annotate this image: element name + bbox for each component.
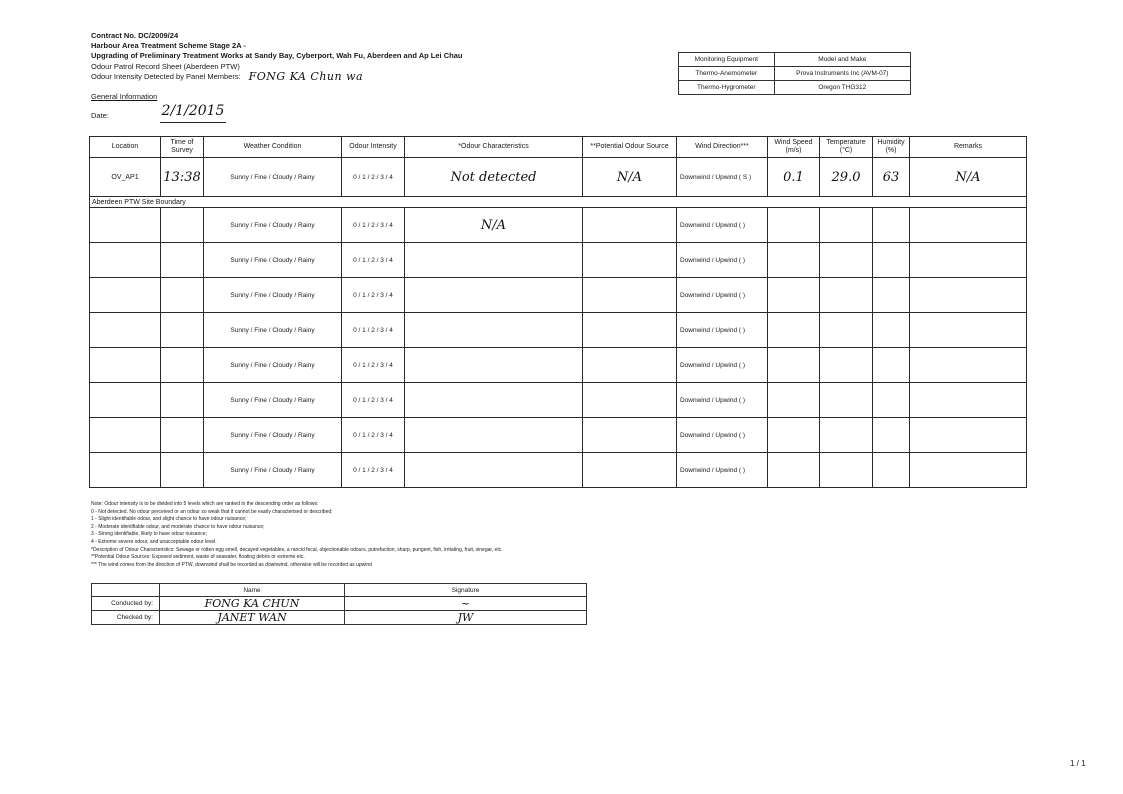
cell-location [90,278,161,313]
signoff-header-signature: Signature [345,584,587,597]
cell-wind-speed [768,418,820,453]
footnote: 1 - Slight identifiable odour, and slight chance to have odour nuisance; [91,516,247,523]
cell-time [161,383,204,418]
cell-intensity: 0 / 1 / 2 / 3 / 4 [342,208,405,243]
cell-wind-direction: Downwind / Upwind ( ) [677,418,768,453]
cell-time [161,243,204,278]
signoff-header-row [92,584,587,597]
cell-characteristics: N/A [405,208,583,243]
col-header-temperature: Temperature (°C) [820,137,873,158]
footnote: 2 - Moderate identifiable odour, and moderate chance to have odour nuisance; [91,523,265,530]
panel-members-line [91,72,462,82]
cell-wind-speed [768,208,820,243]
cell-humidity [873,243,910,278]
cell-remarks [910,243,1027,278]
cell-wind-direction: Downwind / Upwind ( ) [677,453,768,488]
signoff-signature: ~ [345,597,587,611]
cell-weather: Sunny / Fine / Cloudy / Rainy [204,313,342,348]
cell-source [583,418,677,453]
panel-members-handwritten: FONG KA Chun wa [248,70,364,83]
cell-characteristics [405,453,583,488]
cell-humidity [873,383,910,418]
equipment-name: Thermo-Hygrometer [679,81,775,95]
col-header-wind-direction: Wind Direction*** [677,137,768,158]
signoff-row-checked [92,611,587,625]
cell-characteristics [405,243,583,278]
cell-wind-speed [768,383,820,418]
footnote: 3 - Strong identifiable, likely to have odour nuisance; [91,531,207,538]
cell-wind-direction: Downwind / Upwind ( ) [677,208,768,243]
cell-wind-speed [768,348,820,383]
cell-weather: Sunny / Fine / Cloudy / Rainy [204,278,342,313]
table-row [90,313,1027,348]
cell-remarks [910,313,1027,348]
footnote: 4 - Extreme severe odour, and unacceptable odour level. [91,538,217,545]
cell-intensity: 0 / 1 / 2 / 3 / 4 [342,383,405,418]
equipment-header-equipment: Monitoring Equipment [679,53,775,67]
cell-wind-speed [768,278,820,313]
cell-time [161,313,204,348]
col-header-source: **Potential Odour Source [583,137,677,158]
cell-temperature [820,453,873,488]
table-header-row [90,137,1027,158]
cell-remarks [910,278,1027,313]
cell-time [161,208,204,243]
cell-weather: Sunny / Fine / Cloudy / Rainy [204,243,342,278]
equipment-row [679,81,911,95]
cell-characteristics: Not detected [405,158,583,197]
contract-number: Contract No. DC/2009/24 [91,31,179,40]
cell-time [161,348,204,383]
cell-temperature [820,208,873,243]
cell-weather: Sunny / Fine / Cloudy / Rainy [204,453,342,488]
cell-source [583,453,677,488]
cell-remarks: N/A [910,158,1027,197]
footnote: *** The wind comes from the direction of PTW, downwind shall be recorded as downwind, otherwise will be recorded as upwind [91,561,372,568]
cell-location [90,313,161,348]
cell-source [583,313,677,348]
cell-wind-speed [768,313,820,348]
table-row [90,418,1027,453]
title-line-2: Upgrading of Preliminary Treatment Works at Sandy Bay, Cyberport, Wah Fu, Aberdeen and Ap Lei Chau [91,51,463,60]
cell-remarks [910,348,1027,383]
col-header-weather: Weather Condition [204,137,342,158]
cell-temperature: 29.0 [820,158,873,197]
signoff-header-name: Name [160,584,345,597]
cell-source [583,208,677,243]
cell-characteristics [405,418,583,453]
cell-characteristics [405,313,583,348]
cell-wind-direction: Downwind / Upwind ( ) [677,348,768,383]
cell-humidity [873,418,910,453]
footnote: Note: Odour intensity is to be divided into 5 levels which are ranked in the descending order as follows: [91,501,319,507]
cell-location [90,348,161,383]
table-row [90,383,1027,418]
table-row [90,278,1027,313]
cell-temperature [820,243,873,278]
cell-characteristics [405,278,583,313]
signoff-name: JANET WAN [160,611,345,625]
cell-source [583,278,677,313]
cell-remarks [910,208,1027,243]
cell-wind-speed [768,453,820,488]
cell-remarks [910,418,1027,453]
cell-humidity [873,348,910,383]
col-header-characteristics: *Odour Characteristics [405,137,583,158]
signoff-label: Checked by: [92,611,160,625]
cell-humidity: 63 [873,158,910,197]
title-line-1: Harbour Area Treatment Scheme Stage 2A - [91,41,246,50]
empty-rows [90,208,1027,488]
cell-wind-direction: Downwind / Upwind ( ) [677,383,768,418]
cell-source: N/A [583,158,677,197]
signoff-signature: JW [345,611,587,625]
table-row-ov-ap1 [90,158,1027,197]
cell-temperature [820,313,873,348]
cell-wind-direction: Downwind / Upwind ( ) [677,243,768,278]
cell-time [161,418,204,453]
cell-weather: Sunny / Fine / Cloudy / Rainy [204,208,342,243]
cell-weather: Sunny / Fine / Cloudy / Rainy [204,348,342,383]
cell-wind-direction: Downwind / Upwind ( ) [677,278,768,313]
date-handwritten: 2/1/2015 [160,100,226,123]
cell-intensity: 0 / 1 / 2 / 3 / 4 [342,453,405,488]
table-row [90,453,1027,488]
section-label: Aberdeen PTW Site Boundary [90,197,1027,208]
cell-location [90,418,161,453]
document-header [91,31,462,82]
cell-intensity: 0 / 1 / 2 / 3 / 4 [342,158,405,197]
cell-weather: Sunny / Fine / Cloudy / Rainy [204,383,342,418]
date-label: Date: [91,111,109,120]
cell-intensity: 0 / 1 / 2 / 3 / 4 [342,313,405,348]
cell-weather: Sunny / Fine / Cloudy / Rainy [204,418,342,453]
cell-humidity [873,278,910,313]
odour-patrol-table [89,136,1027,488]
cell-temperature [820,278,873,313]
cell-location [90,383,161,418]
cell-remarks [910,383,1027,418]
equipment-model: Prova Instruments Inc (AVM-07) [774,67,910,81]
cell-location [90,208,161,243]
cell-location [90,243,161,278]
equipment-name: Thermo-Anemometer [679,67,775,81]
cell-temperature [820,348,873,383]
cell-source [583,243,677,278]
general-information-heading: General Information [91,92,158,101]
signoff-header-blank [92,584,160,597]
cell-wind-direction: Downwind / Upwind ( S ) [677,158,768,197]
cell-weather: Sunny / Fine / Cloudy / Rainy [204,158,342,197]
col-header-humidity: Humidity (%) [873,137,910,158]
cell-wind-speed [768,243,820,278]
record-sheet-name: Odour Patrol Record Sheet (Aberdeen PTW) [91,62,240,71]
cell-intensity: 0 / 1 / 2 / 3 / 4 [342,243,405,278]
equipment-header-model: Model and Make [774,53,910,67]
cell-intensity: 0 / 1 / 2 / 3 / 4 [342,278,405,313]
footnote: **Potential Odour Sources: Exposed sediment, waste of seawater, floating debris or extreme etc. [91,554,305,561]
table-row [90,243,1027,278]
col-header-remarks: Remarks [910,137,1027,158]
equipment-header-row [679,53,911,67]
cell-humidity [873,453,910,488]
table-row [90,348,1027,383]
panel-members-label: Odour Intensity Detected by Panel Members: [91,72,241,81]
cell-characteristics [405,383,583,418]
cell-wind-direction: Downwind / Upwind ( ) [677,313,768,348]
signoff-name: FONG KA CHUN [160,597,345,611]
signoff-label: Conducted by: [92,597,160,611]
equipment-table [678,52,911,95]
cell-humidity [873,208,910,243]
page-number: 1 / 1 [1070,759,1086,768]
cell-wind-speed: 0.1 [768,158,820,197]
footnotes [91,501,611,569]
cell-location: OV_AP1 [90,158,161,197]
signoff-row-conducted [92,597,587,611]
signoff-table [91,583,587,625]
cell-temperature [820,418,873,453]
cell-temperature [820,383,873,418]
table-row [90,208,1027,243]
cell-time [161,278,204,313]
footnote: 0 - Not detected. No odour perceived or an odour so weak that it cannot be easily characterised or described; [91,508,333,515]
equipment-model: Oregon THG312 [774,81,910,95]
section-band-row [90,197,1027,208]
col-header-location: Location [90,137,161,158]
cell-source [583,348,677,383]
cell-time: 13:38 [161,158,204,197]
cell-time [161,453,204,488]
cell-location [90,453,161,488]
footnote: *Description of Odour Characteristics: Sewage or rotten egg smell, decayed vegetables, a rancid fecal, objectionable odours, putrefaction, sharp, pungent, fish, irritating, fruit, vinegar, etc. [91,546,503,553]
equipment-row [679,67,911,81]
cell-source [583,383,677,418]
col-header-time: Time of Survey [161,137,204,158]
cell-intensity: 0 / 1 / 2 / 3 / 4 [342,418,405,453]
cell-intensity: 0 / 1 / 2 / 3 / 4 [342,348,405,383]
cell-remarks [910,453,1027,488]
cell-humidity [873,313,910,348]
cell-characteristics [405,348,583,383]
col-header-intensity: Odour Intensity [342,137,405,158]
col-header-wind-speed: Wind Speed (m/s) [768,137,820,158]
